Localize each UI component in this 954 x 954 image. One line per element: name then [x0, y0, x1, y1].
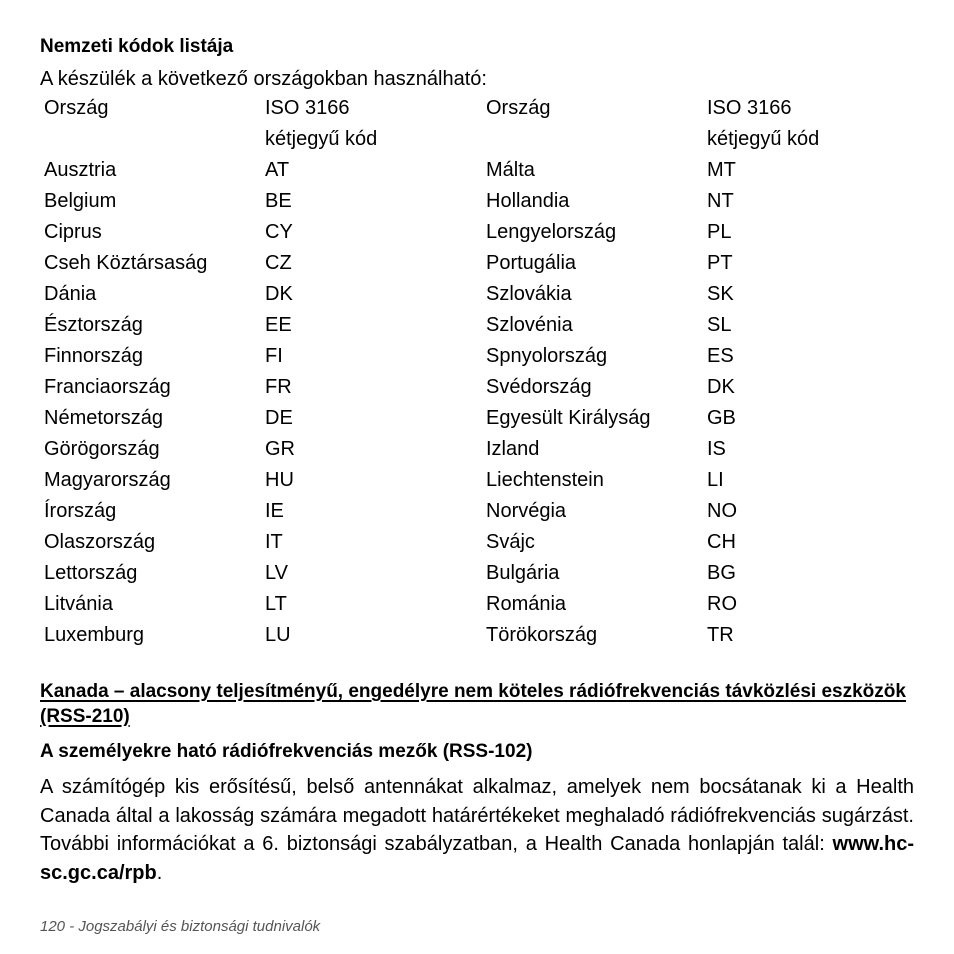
iso-code-cell: IE: [265, 500, 284, 522]
rf-paragraph: [40, 773, 914, 887]
country-cell: Málta: [486, 159, 535, 181]
header-country: Ország: [486, 97, 551, 119]
iso-code-cell: DK: [707, 376, 735, 398]
country-cell: Egyesült Királyság: [486, 407, 651, 429]
table-row: [44, 496, 884, 527]
section-title-rf-fields: A személyekre ható rádiófrekvenciás mezők (RSS-102): [40, 741, 533, 762]
country-cell: Portugália: [486, 252, 577, 274]
table-header-row: [44, 93, 884, 124]
iso-code-cell: RO: [707, 593, 737, 615]
country-cell: Liechtenstein: [486, 469, 604, 491]
country-cell: Törökország: [486, 624, 598, 646]
country-cell: Dánia: [44, 283, 97, 305]
iso-code-cell: SL: [707, 314, 732, 336]
country-cell: Norvégia: [486, 500, 567, 522]
country-cell: Spnyolország: [486, 345, 608, 367]
iso-code-cell: DE: [265, 407, 293, 429]
header-iso-sub: kétjegyű kód: [707, 128, 820, 150]
country-cell: Németország: [44, 407, 163, 429]
header-country-sub: [44, 124, 265, 155]
table-row: [44, 279, 884, 310]
country-cell: Szlovákia: [486, 283, 572, 305]
country-cell: Hollandia: [486, 190, 570, 212]
iso-code-cell: CZ: [265, 252, 292, 274]
country-codes-table: [44, 93, 884, 651]
iso-code-cell: DK: [265, 283, 293, 305]
iso-code-cell: NT: [707, 190, 734, 212]
table-header-row: [44, 124, 884, 155]
paragraph-end: .: [156, 861, 163, 884]
country-cell: Izland: [486, 438, 540, 460]
iso-code-cell: GB: [707, 407, 736, 429]
iso-code-cell: LI: [707, 469, 724, 491]
country-cell: Lengyelország: [486, 221, 617, 243]
table-row: [44, 155, 884, 186]
table-row: [44, 589, 884, 620]
iso-code-cell: LU: [265, 624, 291, 646]
iso-code-cell: EE: [265, 314, 292, 336]
iso-code-cell: BG: [707, 562, 736, 584]
table-row: [44, 217, 884, 248]
table-row: [44, 465, 884, 496]
iso-code-cell: HU: [265, 469, 294, 491]
paragraph-text: A számítógép kis erősítésű, belső antennákat alkalmaz, amelyek nem bocsátanak ki a Health Canada által a lakosság számára megadott határértékeket meghaladó rádiófrekvenciás sugárzást. További információkat a 6. biztonsági szabályzatban, a Health Canada honlapján talál:: [40, 776, 914, 855]
table-row: [44, 527, 884, 558]
section-title-national-codes: Nemzeti kódok listája: [40, 36, 234, 57]
country-cell: Luxemburg: [44, 624, 145, 646]
iso-code-cell: LT: [265, 593, 287, 615]
header-country-sub: [486, 124, 707, 155]
table-row: [44, 403, 884, 434]
header-iso: ISO 3166: [707, 97, 792, 119]
header-iso: ISO 3166: [265, 97, 350, 119]
iso-code-cell: IT: [265, 531, 283, 553]
country-cell: Észtország: [44, 314, 143, 336]
country-cell: Szlovénia: [486, 314, 573, 336]
country-cell: Franciaország: [44, 376, 171, 398]
section-title-canada: [40, 679, 914, 729]
iso-code-cell: PT: [707, 252, 733, 274]
iso-code-cell: AT: [265, 159, 290, 181]
table-row: [44, 372, 884, 403]
canada-heading-text: Kanada – alacsony teljesítményű, engedélyre nem köteles rádiófrekvenciás távközlési eszközök (RSS-210): [40, 681, 906, 727]
iso-code-cell: LV: [265, 562, 288, 584]
iso-code-cell: NO: [707, 500, 737, 522]
iso-code-cell: SK: [707, 283, 734, 305]
country-cell: Ausztria: [44, 159, 117, 181]
header-country: Ország: [44, 97, 109, 119]
header-iso-sub: kétjegyű kód: [265, 128, 378, 150]
table-row: [44, 434, 884, 465]
country-cell: Görögország: [44, 438, 160, 460]
country-cell: Románia: [486, 593, 567, 615]
iso-code-cell: FI: [265, 345, 283, 367]
country-cell: Magyarország: [44, 469, 171, 491]
table-row: [44, 341, 884, 372]
health-canada-link: www.hc-sc.gc.ca/rpb: [40, 833, 914, 884]
country-cell: Svájc: [486, 531, 535, 553]
table-row: [44, 186, 884, 217]
table-row: [44, 248, 884, 279]
iso-code-cell: CH: [707, 531, 736, 553]
table-body: [44, 155, 884, 651]
country-cell: Finnország: [44, 345, 143, 367]
country-cell: Lettország: [44, 562, 138, 584]
iso-code-cell: IS: [707, 438, 726, 460]
table-row: [44, 558, 884, 589]
iso-code-cell: GR: [265, 438, 295, 460]
iso-code-cell: CY: [265, 221, 293, 243]
iso-code-cell: BE: [265, 190, 292, 212]
country-cell: Bulgária: [486, 562, 560, 584]
country-cell: Ciprus: [44, 221, 102, 243]
table-row: [44, 310, 884, 341]
iso-code-cell: FR: [265, 376, 292, 398]
iso-code-cell: MT: [707, 159, 736, 181]
country-cell: Litvánia: [44, 593, 113, 615]
iso-code-cell: PL: [707, 221, 732, 243]
iso-code-cell: ES: [707, 345, 734, 367]
iso-code-cell: TR: [707, 624, 734, 646]
country-cell: Belgium: [44, 190, 117, 212]
table-row: [44, 620, 884, 651]
country-cell: Olaszország: [44, 531, 156, 553]
country-cell: Írország: [44, 500, 117, 522]
page-footer: 120 - Jogszabályi és biztonsági tudnivalók: [40, 918, 321, 935]
country-cell: Svédország: [486, 376, 592, 398]
intro-text: A készülék a következő országokban használható:: [40, 68, 487, 90]
country-cell: Cseh Köztársaság: [44, 252, 208, 274]
